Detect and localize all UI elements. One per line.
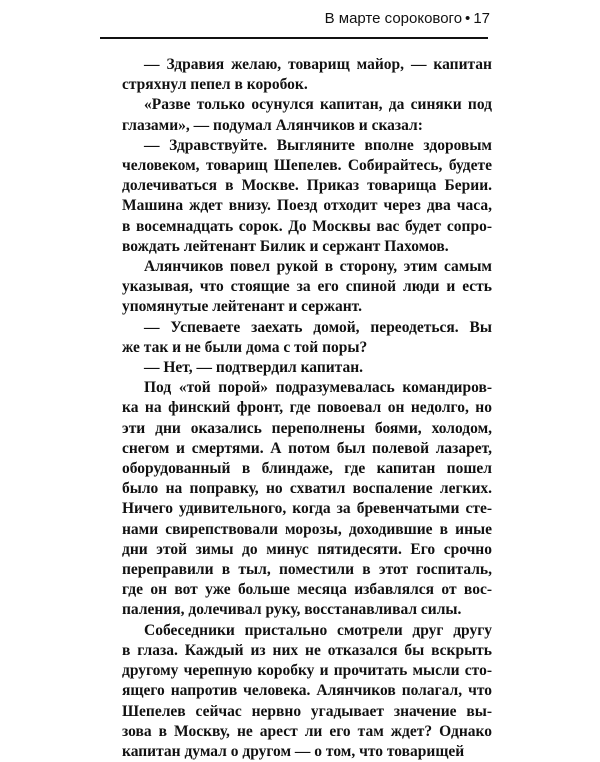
text-line: Под «той порой» подразумевалась командиров- xyxy=(144,379,492,397)
paragraph xyxy=(100,95,492,135)
running-head xyxy=(325,10,490,27)
text-line: Шепелев сейчас нервно угадывает значение вы- xyxy=(122,702,492,720)
text-line: стряхнул пепел в коробок. xyxy=(122,76,308,94)
text-line: глазами», — подумал Алянчиков и сказал: xyxy=(122,116,423,134)
text-line: человеком, товарищ Шепелев. Собирайтесь, будете xyxy=(122,157,492,175)
text-line: указывая, что стоящие за его спиной люди и есть xyxy=(122,278,492,296)
text-line: же так и не были дома с той поры? xyxy=(122,338,368,356)
text-line: ка на финский фронт, где повоевал он недолго, но xyxy=(122,399,492,417)
text-line: «Разве только осунулся капитан, да синяки под xyxy=(144,96,492,114)
running-head-title: В марте сорокового xyxy=(324,10,463,27)
text-line: переправили в тыл, поместили в этот госпиталь, xyxy=(122,561,492,579)
text-line: Алянчиков повел рукой в сторону, этим самым xyxy=(144,258,492,276)
text-line: паления, долечивал руку, восстанавливал силы. xyxy=(122,601,462,619)
page-number: 17 xyxy=(473,10,490,27)
body-text xyxy=(100,55,492,762)
text-line: дни этой зимы до минус пятидесяти. Его срочно xyxy=(122,540,492,558)
paragraph xyxy=(100,378,492,620)
running-head-separator: • xyxy=(465,10,471,27)
paragraph xyxy=(100,621,492,762)
header-rule xyxy=(100,37,488,39)
paragraph xyxy=(100,55,492,95)
text-line: — Здравия желаю, товарищ майор, — капитан xyxy=(144,56,492,73)
paragraph xyxy=(100,257,492,318)
text-line: снегом и смертями. А потом был полевой лазарет, xyxy=(122,439,492,457)
text-line: — Успеваете заехать домой, переодеться. Вы xyxy=(144,318,492,336)
text-line: долечиваться в Москве. Приказ товарища Берии. xyxy=(122,177,492,195)
text-line: Собеседники пристально смотрели друг другу xyxy=(144,621,492,639)
text-line: капитан думал о другом — о том, что товарищей xyxy=(122,742,465,760)
text-line: ящего напротив человека. Алянчиков полагал, что xyxy=(122,682,492,700)
text-line: в глаза. Каждый из них не отказался бы вскрыть xyxy=(122,641,492,659)
text-line: вождать лейтенант Билик и сержант Пахомов. xyxy=(122,237,449,255)
text-line: оборудованный в блиндаже, где капитан пошел xyxy=(122,460,492,478)
text-line: Машина ждет внизу. Поезд отходит через два часа, xyxy=(122,197,492,215)
text-line: зова в Москву, не арест ли его там ждет? Однако xyxy=(122,722,492,740)
text-line: нами свирепствовали морозы, доходившие в иные xyxy=(122,520,492,538)
text-line: эти дни оказались переполнены боями, холодом, xyxy=(122,419,492,437)
paragraph xyxy=(100,136,492,257)
text-line: в восемнадцать сорок. До Москвы вас будет сопро- xyxy=(122,217,492,235)
text-line: где он вот уже больше месяца избавлялся от вос- xyxy=(122,581,492,599)
paragraph xyxy=(100,358,492,378)
text-line: — Нет, — подтвердил капитан. xyxy=(144,359,364,377)
text-line: — Здравствуйте. Выгляните вполне здоровым xyxy=(144,136,492,154)
text-line: упомянутые лейтенант и сержант. xyxy=(122,298,362,316)
text-line: другому черепную коробку и прочитать мысли сто- xyxy=(122,662,492,680)
text-line: было на поправку, но схватил воспаление легких. xyxy=(122,480,492,498)
text-line: Ничего удивительного, когда за бревенчатыми сте- xyxy=(122,500,492,518)
paragraph xyxy=(100,318,492,358)
